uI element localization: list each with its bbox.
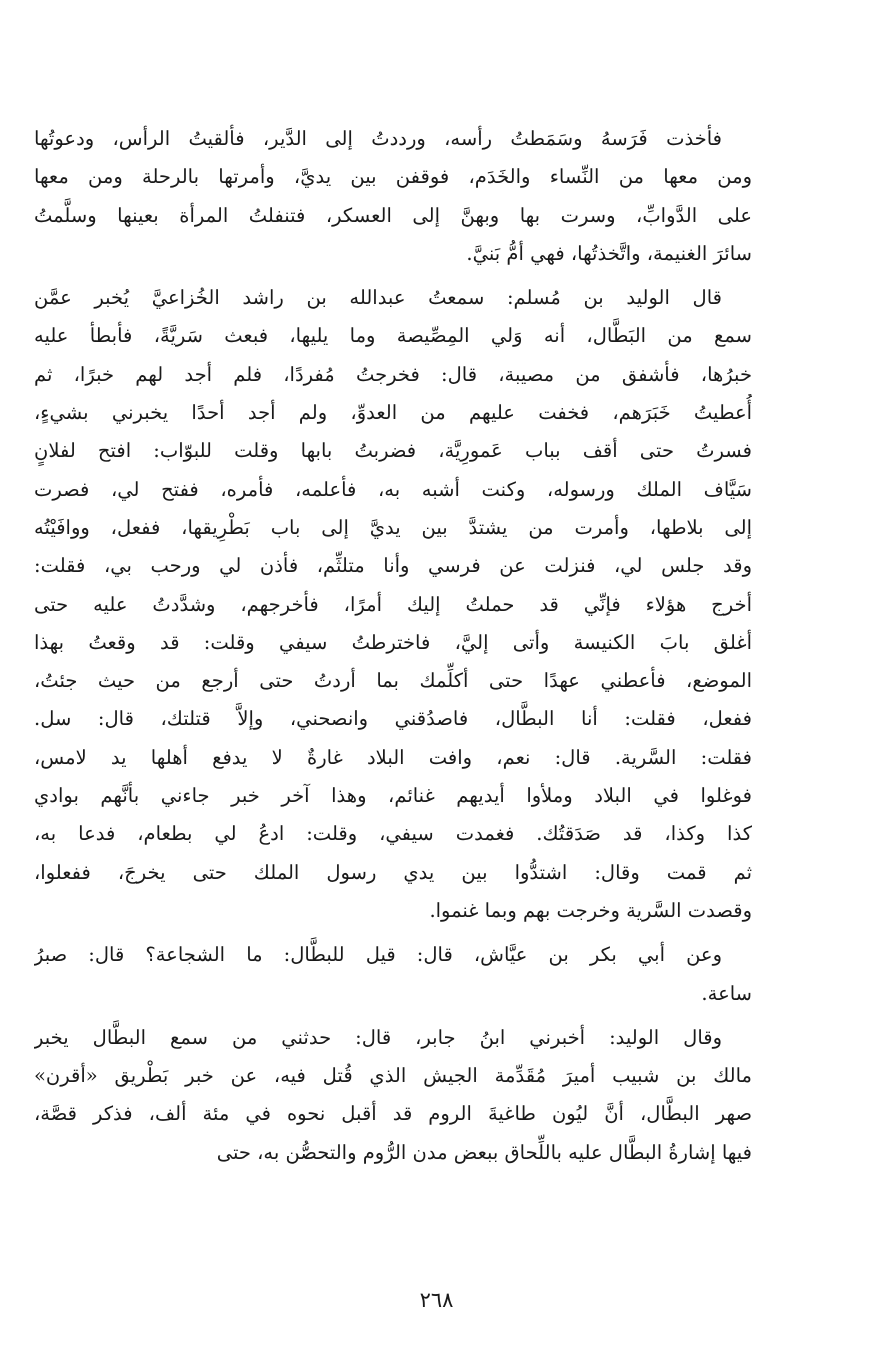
text-line: ومن معها من النِّساء والخَدَم، فوقفن بين يديَّ، وأمرتها بالرحلة ومن معها <box>34 165 752 189</box>
text-line: أخرج هؤلاء فإنِّي قد حملتُ إليك أمرًا، فأخرجهم، وشدَّدتُ عليه حتى <box>34 592 752 616</box>
text-line: سَيَّاف الملك ورسوله، وكنت أشبه به، فأعلمه، فأمره، ففتح لي، فصرت <box>34 477 752 501</box>
text-line: ساعة. <box>701 981 752 1005</box>
text-line: على الدَّوابِّ، وسرت بها وبهنَّ إلى العسكر، فتنفلتُ المرأة بعينها وسلَّمتُ <box>34 203 752 227</box>
paragraph <box>34 120 752 273</box>
paragraph <box>34 279 752 930</box>
text-line: فأخذت فَرَسهُ وسَمَطتُ رأسه، ورددتُ إلى الدَّير، فألقيتُ الرأس، ودعوتُها <box>34 127 722 150</box>
paragraph <box>34 1019 752 1172</box>
text-line: فسرتُ حتى أقف بباب عَمورِيَّة، فضربتُ بابها وقلت للبوّاب: افتح لفلانٍ <box>34 439 752 463</box>
page-number: ٢٦٨ <box>419 1288 454 1312</box>
page-body <box>34 120 752 1178</box>
paragraph <box>34 936 752 1013</box>
text-line: صهر البطَّال، أنَّ ليُون طاغيةَ الروم قد أقبل نحوه في مئة ألف، فذكر قصَّة، <box>34 1102 752 1126</box>
text-line: فقلت: السَّرية. قال: نعم، وافت البلاد غارةٌ لا يدفع أهلها يد لامس، <box>34 745 752 769</box>
text-line: وقصدت السَّرية وخرجت بهم وبما غنموا. <box>429 898 752 922</box>
text-line: ثم قمت وقال: اشتدُّوا بين يدي رسول الملك حتى يخرجَ، ففعلوا، <box>34 860 752 884</box>
text-line: ففعل، فقلت: أنا البطَّال، فاصدُقني وانصحني، وإلاَّ قتلتك، قال: سل. <box>34 707 752 731</box>
text-line: فيها إشارةُ البطَّال عليه باللِّحاق ببعض مدن الرُّوم والتحصُّن به، حتى <box>216 1140 752 1164</box>
text-line: وقد جلس لي، فنزلت عن فرسي وأنا متلثِّم، فأذن لي ورحب بي، فقلت: <box>34 554 752 578</box>
text-line: أغلق بابَ الكنيسة وأتى إليَّ، فاخترطتُ سيفي وقلت: قد وقعتُ بهذا <box>34 630 752 654</box>
text-line: أُعطيتُ خَبَرَهم، فخفت عليهم من العدوِّ، ولم أجد أحدًا يخبرني بشيءٍ، <box>34 401 752 425</box>
text-line: الموضع، فأعطني عهدًا حتى أكلِّمك بما أردتُ حتى أرجع من حيث جئتُ، <box>34 669 752 693</box>
text-line: خبرُها، فأشفق من مصيبة، قال: فخرجتُ مُفردًا، فلم أجد لهم خبرًا، ثم <box>34 362 752 386</box>
text-line: وعن أبي بكر بن عيَّاش، قال: قيل للبطَّال: ما الشجاعة؟ قال: صبرُ <box>34 943 722 967</box>
text-line: سائرَ الغنيمة، واتَّخذتُها، فهي أمُّ بَنيَّ. <box>466 241 752 265</box>
text-line: مالك بن شبيب أميرَ مُقَدِّمة الجيش الذي قُتل فيه، عن خبر بَطْريق «أقرن» <box>34 1064 752 1088</box>
text-line: كذا وكذا، قد صَدَقتُك. فغمدت سيفي، وقلت: ادعُ لي بطعام، فدعا به، <box>34 822 752 846</box>
text-line: إلى بلاطها، وأمرت من يشتدَّ بين يديَّ إلى باب بَطْرِيقها، ففعل، ووافَيْتُه <box>34 515 752 539</box>
text-line: قال الوليد بن مُسلم: سمعتُ عبدالله بن راشد الخُزاعيَّ يُخبر عمَّن <box>34 286 722 310</box>
text-line: سمع من البَطَّال، أنه وَلي المِصِّيصة وما يليها، فبعث سَريَّةً، فأبطأ عليه <box>34 324 752 348</box>
text-line: وقال الوليد: أخبرني ابنُ جابر، قال: حدثني من سمع البطَّال يخبر <box>34 1025 722 1049</box>
text-line: فوغلوا في البلاد وملأوا أيديهم غنائم، وهذا آخر خبر جاءني بأنَّهم بوادي <box>34 784 752 808</box>
